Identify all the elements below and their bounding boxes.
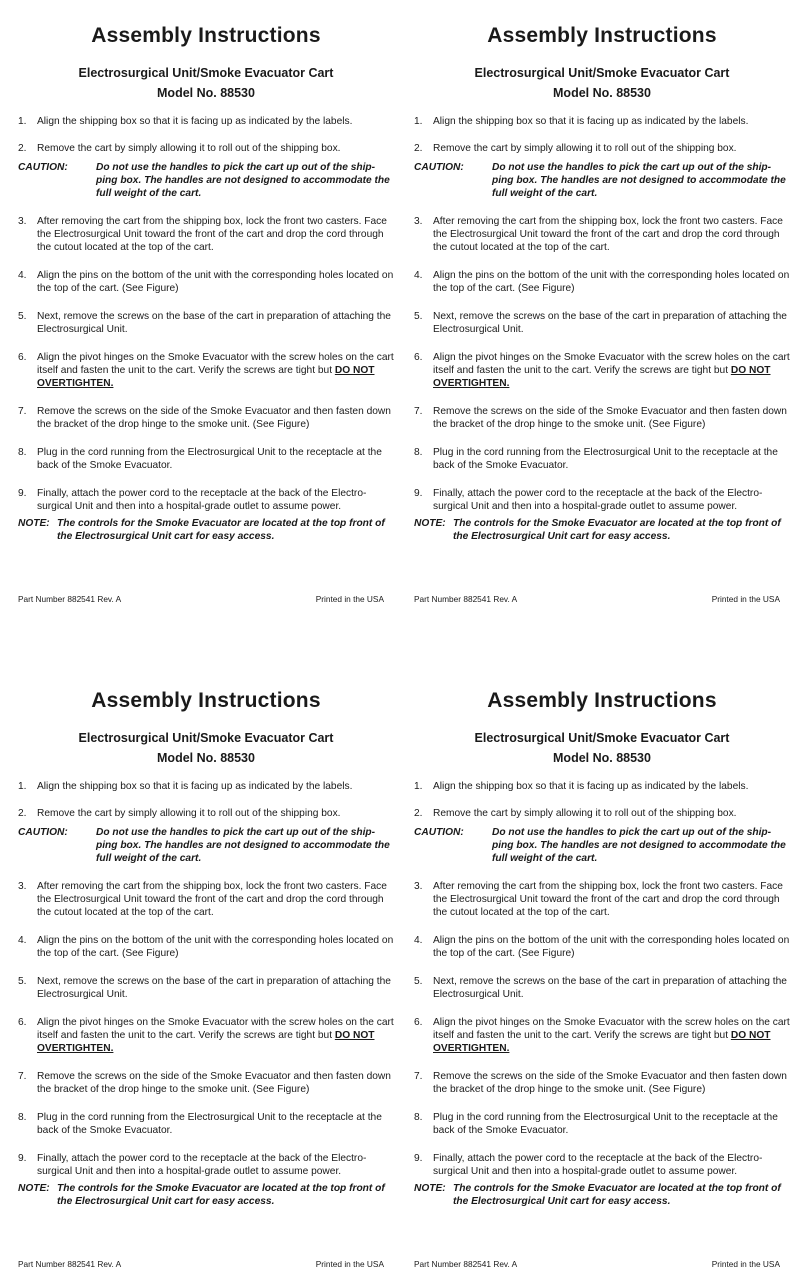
overtighten-warning: DO NOT OVERTIGHTEN. xyxy=(37,1030,375,1054)
page-title: Assembly Instructions xyxy=(487,24,717,47)
model-number: Model No. 88530 xyxy=(157,86,255,100)
step-number: 9. xyxy=(414,1153,423,1164)
caution-block xyxy=(18,161,394,200)
step-text: Next, remove the screws on the base of the cart in preparation of attaching the Electrosurgical Unit. xyxy=(37,311,391,335)
printed-in: Printed in the USA xyxy=(315,594,384,604)
step-number: 5. xyxy=(18,311,27,322)
step-text: After removing the cart from the shipping box, lock the front two casters. Face the Electrosurgical Unit toward the front of the cart and drop the cord through the cutout located at the top of the cart. xyxy=(37,881,387,918)
step-1 xyxy=(414,115,790,128)
step-number: 9. xyxy=(18,1153,27,1164)
step-text: Remove the cart by simply allowing it to roll out of the shipping box. xyxy=(433,143,737,154)
step-text: Finally, attach the power cord to the receptacle at the back of the Electro-surgical Unit and then into a hospital-grade outlet to assume power. xyxy=(37,1153,367,1177)
page-footer xyxy=(18,594,384,604)
step-7 xyxy=(414,405,790,431)
step-text: After removing the cart from the shipping box, lock the front two casters. Face the Electrosurgical Unit toward the front of the cart and drop the cord through the cutout located at the top of the cart. xyxy=(37,216,387,253)
step-text: Plug in the cord running from the Electrosurgical Unit to the receptacle at the back of the Smoke Evacuator. xyxy=(37,1112,382,1136)
caution-text: Do not use the handles to pick the cart up out of the ship-ping box. The handles are not designed to accommodate the full weight of the cart. xyxy=(96,162,390,199)
step-number: 2. xyxy=(18,143,27,154)
caution-block xyxy=(18,826,394,865)
note-text: The controls for the Smoke Evacuator are located at the top front of the Electrosurgical Unit cart for easy access. xyxy=(453,518,781,542)
step-text: Next, remove the screws on the base of the cart in preparation of attaching the Electrosurgical Unit. xyxy=(37,976,391,1000)
step-text: Next, remove the screws on the base of the cart in preparation of attaching the Electrosurgical Unit. xyxy=(433,976,787,1000)
model-number: Model No. 88530 xyxy=(553,86,651,100)
note-block xyxy=(414,517,790,543)
step-text: Align the shipping box so that it is facing up as indicated by the labels. xyxy=(433,781,749,792)
overtighten-warning: DO NOT OVERTIGHTEN. xyxy=(433,365,771,389)
part-number: Part Number 882541 Rev. A xyxy=(18,594,122,604)
step-9 xyxy=(18,1152,394,1178)
step-number: 6. xyxy=(18,1017,27,1028)
step-text: Align the pins on the bottom of the unit with the corresponding holes located on the top of the cart. (See Figure) xyxy=(433,270,790,294)
step-number: 1. xyxy=(414,781,423,792)
step-number: 4. xyxy=(18,935,27,946)
part-number: Part Number 882541 Rev. A xyxy=(414,1259,518,1269)
page-footer xyxy=(18,1259,384,1269)
step-text: Remove the cart by simply allowing it to roll out of the shipping box. xyxy=(37,143,341,154)
caution-block xyxy=(414,161,790,200)
caution-label: CAUTION: xyxy=(18,162,68,173)
page-footer xyxy=(414,1259,780,1269)
step-number: 8. xyxy=(18,447,27,458)
step-8 xyxy=(414,1111,790,1137)
step-3 xyxy=(414,880,790,919)
step-number: 2. xyxy=(414,143,423,154)
note-text: The controls for the Smoke Evacuator are located at the top front of the Electrosurgical Unit cart for easy access. xyxy=(453,1183,781,1207)
printed-in: Printed in the USA xyxy=(315,1259,384,1269)
page-title: Assembly Instructions xyxy=(91,689,321,712)
step-3 xyxy=(18,880,394,919)
step-text: Finally, attach the power cord to the receptacle at the back of the Electro-surgical Unit and then into a hospital-grade outlet to assume power. xyxy=(433,1153,763,1177)
step-number: 3. xyxy=(18,881,27,892)
step-number: 5. xyxy=(414,311,423,322)
step-number: 9. xyxy=(414,488,423,499)
note-block xyxy=(18,1182,394,1208)
step-number: 4. xyxy=(18,270,27,281)
overtighten-warning: DO NOT OVERTIGHTEN. xyxy=(433,1030,771,1054)
step-5 xyxy=(18,310,394,336)
step-6 xyxy=(18,351,394,390)
step-number: 1. xyxy=(414,116,423,127)
step-5 xyxy=(414,310,790,336)
step-number: 7. xyxy=(18,1071,27,1082)
note-block xyxy=(414,1182,790,1208)
note-label: NOTE: xyxy=(414,1183,446,1194)
step-2 xyxy=(414,807,790,820)
instruction-panel xyxy=(18,23,394,604)
step-text: Finally, attach the power cord to the receptacle at the back of the Electro-surgical Unit and then into a hospital-grade outlet to assume power. xyxy=(433,488,763,512)
step-text: Align the pivot hinges on the Smoke Evacuator with the screw holes on the cart itself and fasten the unit to the cart. Verify the screws are tight but xyxy=(37,352,394,376)
step-2 xyxy=(414,142,790,155)
step-number: 6. xyxy=(414,352,423,363)
instruction-panel xyxy=(414,688,790,1269)
printed-in: Printed in the USA xyxy=(711,1259,780,1269)
note-label: NOTE: xyxy=(18,1183,50,1194)
step-6 xyxy=(414,1016,790,1055)
step-text: Plug in the cord running from the Electrosurgical Unit to the receptacle at the back of the Smoke Evacuator. xyxy=(433,447,778,471)
step-text: After removing the cart from the shipping box, lock the front two casters. Face the Electrosurgical Unit toward the front of the cart and drop the cord through the cutout located at the top of the cart. xyxy=(433,216,783,253)
step-number: 2. xyxy=(18,808,27,819)
product-subtitle: Electrosurgical Unit/Smoke Evacuator Cart xyxy=(474,731,730,745)
caution-text: Do not use the handles to pick the cart up out of the ship-ping box. The handles are not designed to accommodate the full weight of the cart. xyxy=(492,827,786,864)
step-4 xyxy=(18,269,394,295)
part-number: Part Number 882541 Rev. A xyxy=(414,594,518,604)
step-text: Align the pins on the bottom of the unit with the corresponding holes located on the top of the cart. (See Figure) xyxy=(433,935,790,959)
caution-label: CAUTION: xyxy=(414,827,464,838)
step-number: 1. xyxy=(18,116,27,127)
printed-in: Printed in the USA xyxy=(711,594,780,604)
instruction-panel xyxy=(414,23,790,604)
page-title: Assembly Instructions xyxy=(91,24,321,47)
note-text: The controls for the Smoke Evacuator are located at the top front of the Electrosurgical Unit cart for easy access. xyxy=(57,1183,385,1207)
step-text: Plug in the cord running from the Electrosurgical Unit to the receptacle at the back of the Smoke Evacuator. xyxy=(433,1112,778,1136)
step-text: Remove the screws on the side of the Smoke Evacuator and then fasten down the bracket of the drop hinge to the smoke unit. (See Figure) xyxy=(37,1071,391,1095)
step-1 xyxy=(18,115,394,128)
step-number: 8. xyxy=(18,1112,27,1123)
step-text: Next, remove the screws on the base of the cart in preparation of attaching the Electrosurgical Unit. xyxy=(433,311,787,335)
model-number: Model No. 88530 xyxy=(553,751,651,765)
step-number: 8. xyxy=(414,447,423,458)
step-9 xyxy=(414,1152,790,1178)
step-number: 4. xyxy=(414,935,423,946)
step-8 xyxy=(18,446,394,472)
step-text: Remove the cart by simply allowing it to roll out of the shipping box. xyxy=(37,808,341,819)
step-9 xyxy=(18,487,394,513)
step-text: Align the shipping box so that it is facing up as indicated by the labels. xyxy=(433,116,749,127)
step-6 xyxy=(414,351,790,390)
step-7 xyxy=(18,1070,394,1096)
caution-text: Do not use the handles to pick the cart up out of the ship-ping box. The handles are not designed to accommodate the full weight of the cart. xyxy=(96,827,390,864)
step-number: 5. xyxy=(414,976,423,987)
step-number: 9. xyxy=(18,488,27,499)
step-number: 7. xyxy=(414,406,423,417)
caution-label: CAUTION: xyxy=(414,162,464,173)
step-text: Align the pivot hinges on the Smoke Evacuator with the screw holes on the cart itself and fasten the unit to the cart. Verify the screws are tight but xyxy=(37,1017,394,1041)
step-8 xyxy=(18,1111,394,1137)
step-text: Align the pivot hinges on the Smoke Evacuator with the screw holes on the cart itself and fasten the unit to the cart. Verify the screws are tight but xyxy=(433,352,790,376)
overtighten-warning: DO NOT OVERTIGHTEN. xyxy=(37,365,375,389)
step-9 xyxy=(414,487,790,513)
step-1 xyxy=(414,780,790,793)
step-8 xyxy=(414,446,790,472)
step-text: Align the shipping box so that it is facing up as indicated by the labels. xyxy=(37,781,353,792)
step-5 xyxy=(18,975,394,1001)
product-subtitle: Electrosurgical Unit/Smoke Evacuator Cart xyxy=(78,731,334,745)
step-text: Align the pivot hinges on the Smoke Evacuator with the screw holes on the cart itself and fasten the unit to the cart. Verify the screws are tight but xyxy=(433,1017,790,1041)
step-text: Remove the screws on the side of the Smoke Evacuator and then fasten down the bracket of the drop hinge to the smoke unit. (See Figure) xyxy=(433,406,787,430)
step-text: After removing the cart from the shipping box, lock the front two casters. Face the Electrosurgical Unit toward the front of the cart and drop the cord through the cutout located at the top of the cart. xyxy=(433,881,783,918)
step-number: 7. xyxy=(414,1071,423,1082)
step-3 xyxy=(414,215,790,254)
step-text: Remove the screws on the side of the Smoke Evacuator and then fasten down the bracket of the drop hinge to the smoke unit. (See Figure) xyxy=(37,406,391,430)
note-text: The controls for the Smoke Evacuator are located at the top front of the Electrosurgical Unit cart for easy access. xyxy=(57,518,385,542)
step-text: Align the pins on the bottom of the unit with the corresponding holes located on the top of the cart. (See Figure) xyxy=(37,935,394,959)
note-label: NOTE: xyxy=(18,518,50,529)
step-number: 2. xyxy=(414,808,423,819)
step-2 xyxy=(18,142,394,155)
note-label: NOTE: xyxy=(414,518,446,529)
page-title: Assembly Instructions xyxy=(487,689,717,712)
step-number: 4. xyxy=(414,270,423,281)
step-number: 3. xyxy=(18,216,27,227)
step-7 xyxy=(414,1070,790,1096)
step-number: 5. xyxy=(18,976,27,987)
step-7 xyxy=(18,405,394,431)
instruction-panel xyxy=(18,688,394,1269)
step-text: Plug in the cord running from the Electrosurgical Unit to the receptacle at the back of the Smoke Evacuator. xyxy=(37,447,382,471)
step-3 xyxy=(18,215,394,254)
model-number: Model No. 88530 xyxy=(157,751,255,765)
step-text: Align the shipping box so that it is facing up as indicated by the labels. xyxy=(37,116,353,127)
step-2 xyxy=(18,807,394,820)
product-subtitle: Electrosurgical Unit/Smoke Evacuator Cart xyxy=(78,66,334,80)
step-number: 6. xyxy=(414,1017,423,1028)
step-1 xyxy=(18,780,394,793)
step-number: 6. xyxy=(18,352,27,363)
caution-block xyxy=(414,826,790,865)
part-number: Part Number 882541 Rev. A xyxy=(18,1259,122,1269)
caution-label: CAUTION: xyxy=(18,827,68,838)
step-number: 1. xyxy=(18,781,27,792)
step-6 xyxy=(18,1016,394,1055)
step-5 xyxy=(414,975,790,1001)
step-text: Remove the screws on the side of the Smoke Evacuator and then fasten down the bracket of the drop hinge to the smoke unit. (See Figure) xyxy=(433,1071,787,1095)
step-4 xyxy=(414,934,790,960)
product-subtitle: Electrosurgical Unit/Smoke Evacuator Cart xyxy=(474,66,730,80)
step-text: Remove the cart by simply allowing it to roll out of the shipping box. xyxy=(433,808,737,819)
step-4 xyxy=(414,269,790,295)
note-block xyxy=(18,517,394,543)
caution-text: Do not use the handles to pick the cart up out of the ship-ping box. The handles are not designed to accommodate the full weight of the cart. xyxy=(492,162,786,199)
step-number: 8. xyxy=(414,1112,423,1123)
step-4 xyxy=(18,934,394,960)
step-text: Finally, attach the power cord to the receptacle at the back of the Electro-surgical Unit and then into a hospital-grade outlet to assume power. xyxy=(37,488,367,512)
step-number: 3. xyxy=(414,881,423,892)
step-number: 3. xyxy=(414,216,423,227)
step-number: 7. xyxy=(18,406,27,417)
page-footer xyxy=(414,594,780,604)
step-text: Align the pins on the bottom of the unit with the corresponding holes located on the top of the cart. (See Figure) xyxy=(37,270,394,294)
